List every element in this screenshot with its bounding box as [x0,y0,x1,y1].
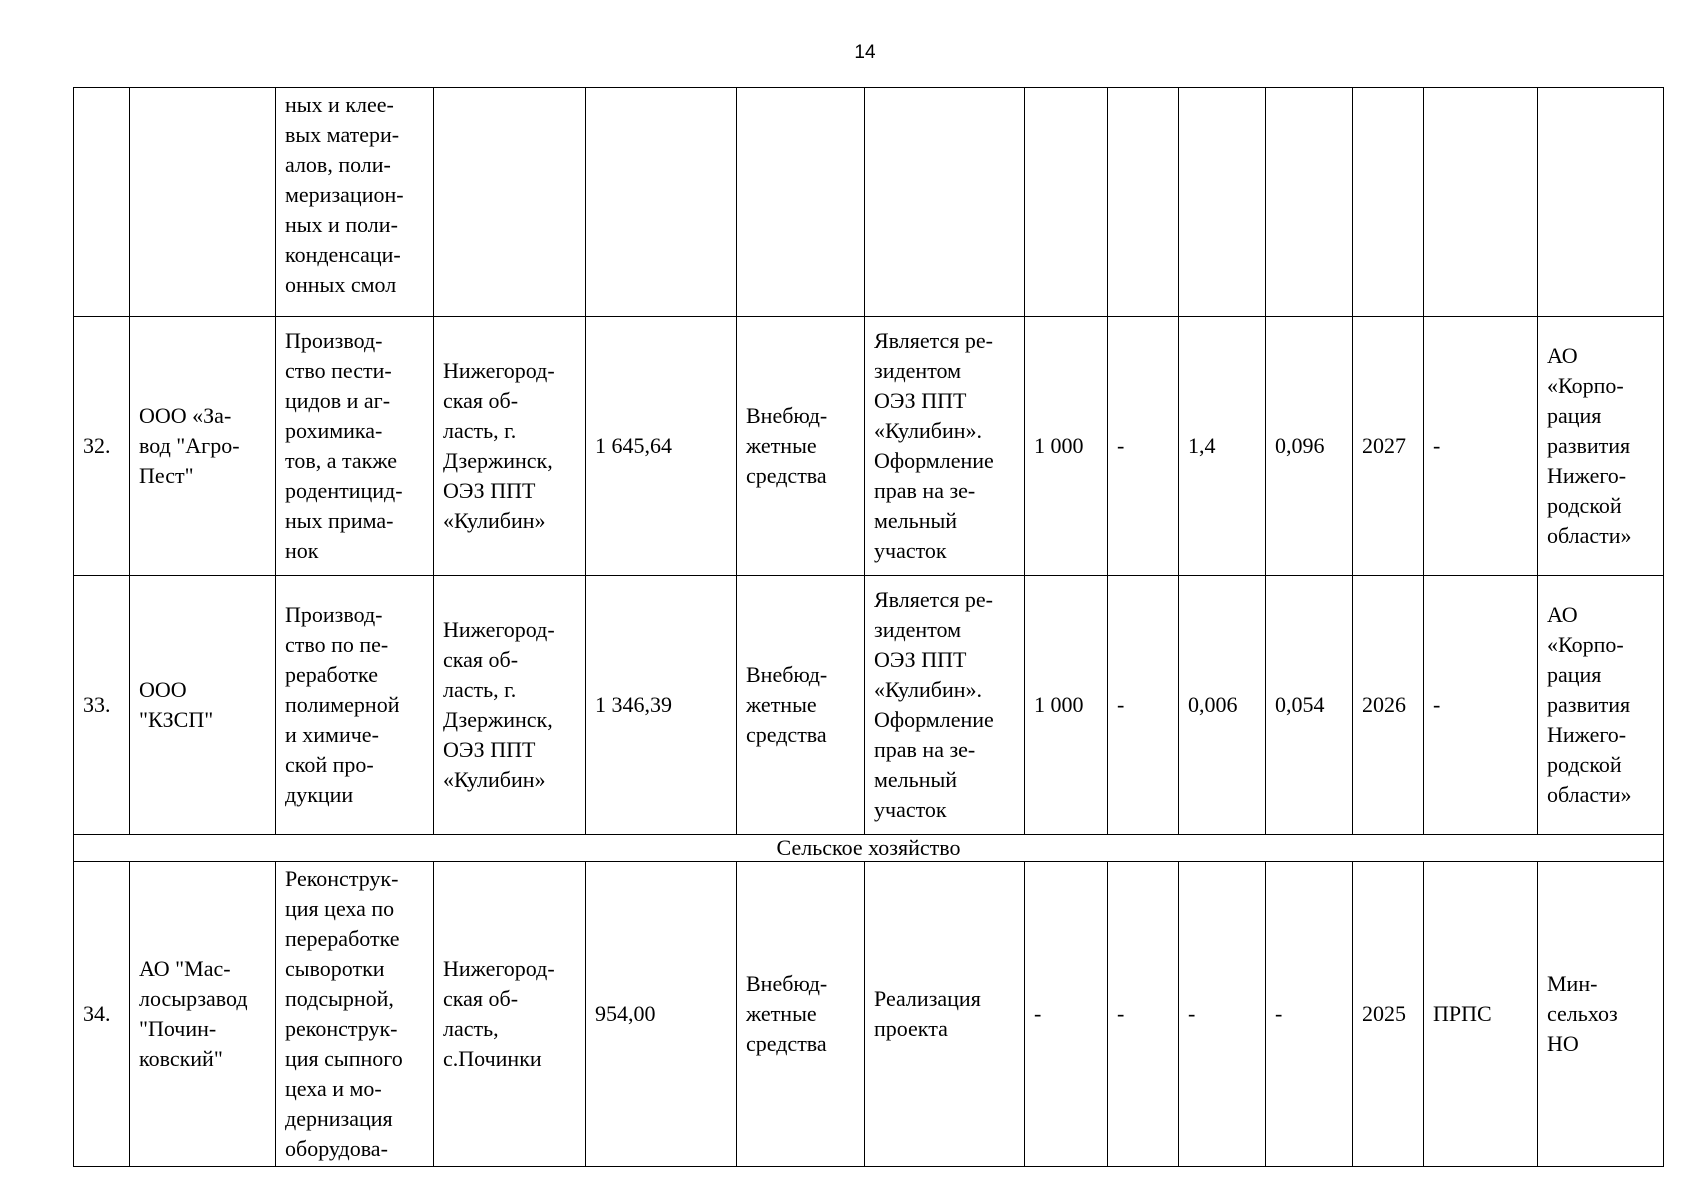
cell-col13 [1424,88,1538,317]
cell-company: ООО «За- вод "Агро- Пест" [130,317,276,576]
cell-responsible [1538,88,1664,317]
cell-col13: - [1424,576,1538,835]
cell-company: ООО "КЗСП" [130,576,276,835]
cell-col8: - [1025,862,1108,1167]
cell-product: ных и клее- вых матери- алов, поли- меризацион- ных и поли- конденсаци- онных смол [276,88,434,317]
cell-product: Производ- ство пести- цидов и аг- рохимика- тов, а также родентицид- ных прима- нок [276,317,434,576]
cell-col11: 0,054 [1266,576,1353,835]
cell-col11 [1266,88,1353,317]
cell-num [74,88,130,317]
cell-company: АО "Мас- лосырзавод "Почин- ковский" [130,862,276,1167]
cell-location [434,88,586,317]
cell-col11: - [1266,862,1353,1167]
cell-location: Нижегород- ская об- ласть, г. Дзержинск, ОЭЗ ППТ «Кулибин» [434,576,586,835]
cell-source: Внебюд- жетные средства [737,862,865,1167]
cell-num: 33. [74,576,130,835]
cell-cost: 1 346,39 [586,576,737,835]
cell-source [737,88,865,317]
projects-table [73,87,1664,1167]
cell-location: Нижегород- ская об- ласть, г. Дзержинск, ОЭЗ ППТ «Кулибин» [434,317,586,576]
cell-source: Внебюд- жетные средства [737,576,865,835]
cell-col9 [1108,88,1179,317]
cell-num: 34. [74,862,130,1167]
cell-location: Нижегород- ская об- ласть, с.Починки [434,862,586,1167]
cell-cost: 1 645,64 [586,317,737,576]
table-row-32 [74,317,1664,576]
cell-status [865,88,1025,317]
table-row-33 [74,576,1664,835]
cell-cost: 954,00 [586,862,737,1167]
cell-col13: - [1424,317,1538,576]
cell-num: 32. [74,317,130,576]
cell-cost [586,88,737,317]
cell-col10: 1,4 [1179,317,1266,576]
cell-col9: - [1108,317,1179,576]
cell-col11: 0,096 [1266,317,1353,576]
cell-responsible: АО «Корпо- рация развития Нижего- родской области» [1538,317,1664,576]
cell-product: Производ- ство по пе- реработке полимерной и химиче- ской про- дукции [276,576,434,835]
cell-status: Реализация проекта [865,862,1025,1167]
cell-year: 2026 [1353,576,1424,835]
cell-year [1353,88,1424,317]
cell-col8: 1 000 [1025,576,1108,835]
table-row-34 [74,862,1664,1167]
cell-status: Является ре- зидентом ОЭЗ ППТ «Кулибин». Оформление прав на зе- мельный участок [865,317,1025,576]
cell-source: Внебюд- жетные средства [737,317,865,576]
cell-col13: ПРПС [1424,862,1538,1167]
cell-col8: 1 000 [1025,317,1108,576]
section-title: Сельское хозяйство [74,835,1664,862]
cell-company [130,88,276,317]
cell-status: Является ре- зидентом ОЭЗ ППТ «Кулибин». Оформление прав на зе- мельный участок [865,576,1025,835]
page-number: 14 [854,42,876,63]
table-row-continued [74,88,1664,317]
cell-year: 2027 [1353,317,1424,576]
cell-col10 [1179,88,1266,317]
cell-col10: - [1179,862,1266,1167]
cell-col9: - [1108,576,1179,835]
cell-responsible: АО «Корпо- рация развития Нижего- родской области» [1538,576,1664,835]
cell-product: Реконструк- ция цеха по переработке сыворотки подсырной, реконструк- ция сыпного цеха и мо- дернизация оборудова- [276,862,434,1167]
cell-col10: 0,006 [1179,576,1266,835]
cell-year: 2025 [1353,862,1424,1167]
cell-col9: - [1108,862,1179,1167]
cell-col8 [1025,88,1108,317]
cell-responsible: Мин- сельхоз НО [1538,862,1664,1167]
section-header-row [74,835,1664,862]
